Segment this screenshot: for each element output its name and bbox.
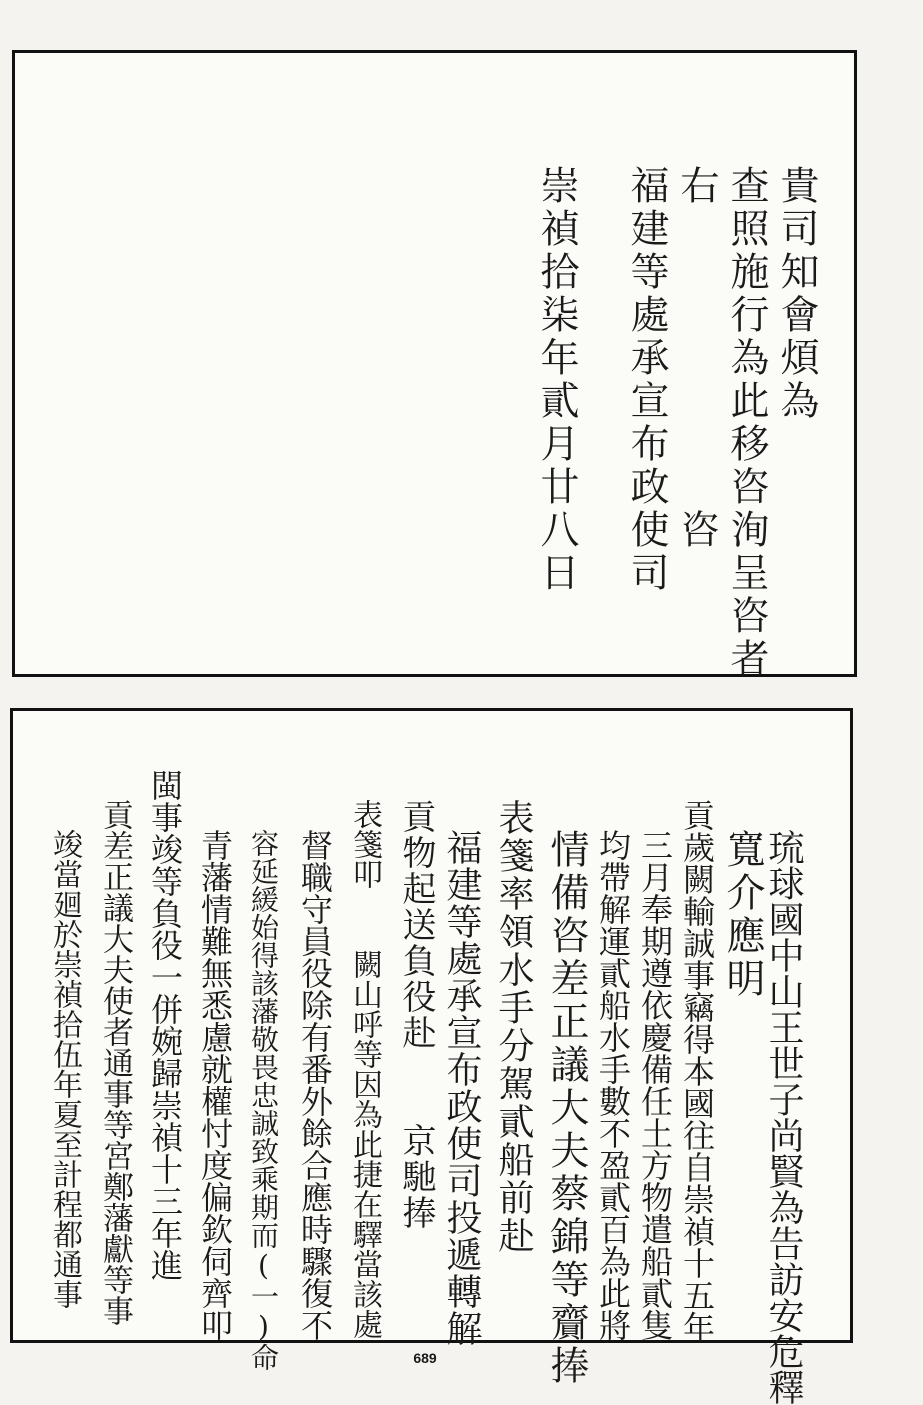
text-column-16: 竣當廻於崇禎拾伍年夏至計程都通事 [47, 829, 82, 1309]
text-column-5: 均帶解運貳船水手數不盈貳百為此將 [594, 829, 632, 1341]
text-column-9: 貢物起送負役赴 京馳捧 [396, 799, 436, 1231]
text-column-11: 督職守員役除有番外餘合應時驟復不 [296, 829, 334, 1341]
text-column-1: 貴司知會煩為 [774, 165, 819, 423]
text-column-4: 福建等處承宣布政使司 [624, 165, 669, 595]
text-column-7: 表箋率領水手分駕貳船前赴 [493, 799, 534, 1255]
text-column-10: 表箋叩 闕山呼等因為此捷在驛當該處 [347, 799, 382, 1339]
text-column-2: 寬介應明 [720, 829, 765, 1001]
text-column-8: 福建等處承宣布政使司投遞轉解 [441, 829, 482, 1347]
text-column-3: 貢歲闕輸誠事竊得本國往自崇禎十五年 [678, 799, 716, 1343]
page-number: 689 [413, 1350, 437, 1366]
text-column-12: 容延緩始得該藩敬畏忠誠致乘期而(一)命 [247, 829, 280, 1371]
text-column-13: 青藩情難無悉慮就權忖度偏欽伺齊叩 [196, 829, 234, 1341]
text-column-14: 閩事竣等負役一併婉歸崇禎十三年進 [146, 769, 184, 1281]
text-column-6: 情備咨差正議大夫蔡錦等齎捧 [544, 829, 589, 1388]
text-column-4: 三月奉期遵依慶備任土方物遣船貳隻 [636, 829, 674, 1341]
top-document-leaf [12, 50, 857, 681]
date-column: 崇禎拾柒年貳月廿八日 [534, 165, 579, 595]
text-column-1: 琉球國中山王世子尚賢為告訪安危釋 [763, 829, 804, 1405]
text-column-2: 查照施行為此移咨洵呈咨者 [724, 165, 769, 681]
text-column-3: 右 咨 [674, 165, 719, 552]
text-column-15: 貢差正議大夫使者通事等宮鄭藩獻等事 [97, 799, 133, 1326]
